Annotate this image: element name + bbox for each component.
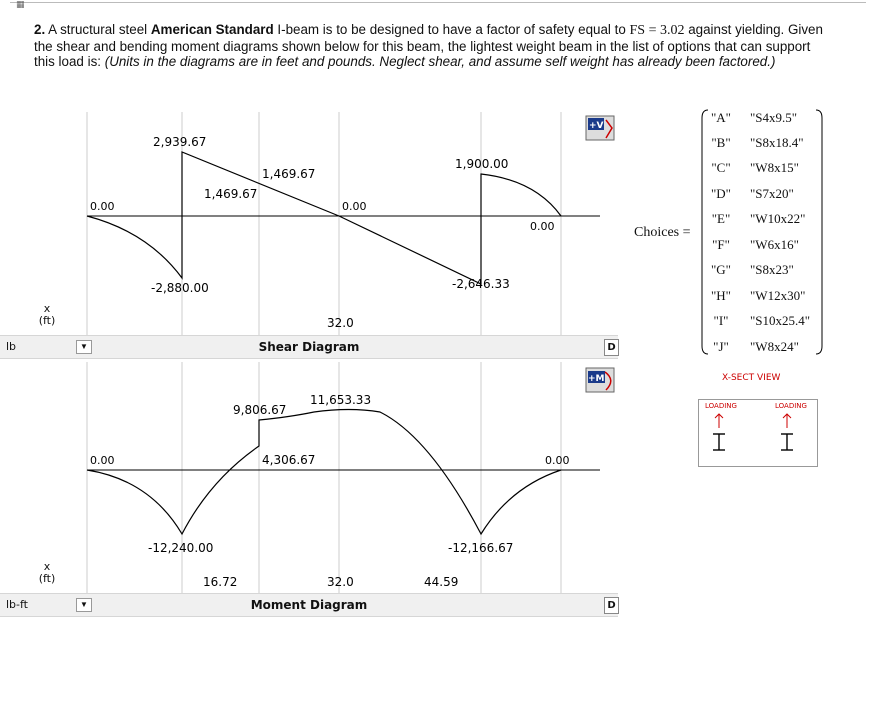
- choice-value: "S8x23": [750, 262, 794, 277]
- shear-label-neg1: -2,880.00: [151, 281, 209, 295]
- shear-curve: [87, 152, 561, 284]
- ibeam-icons: [699, 410, 817, 464]
- shear-label-peak2: 1,900.00: [455, 157, 509, 171]
- choice-value: "S8x18.4": [750, 135, 804, 150]
- shear-label-mid2: 1,469.67: [262, 167, 316, 181]
- choice-key: "F": [712, 237, 730, 252]
- shear-x-tick: 32.0: [327, 316, 354, 330]
- top-rule: [10, 2, 866, 3]
- moment-x-axis-label-text: x (ft): [38, 560, 56, 585]
- moment-x-axis-label: [32, 561, 62, 585]
- problem-text-3: against yielding. Given the shear and bending moment diagrams shown below for this beam, the lightest weight beam in the list of options that can support this load is:: [34, 22, 823, 69]
- problem-statement: [34, 22, 834, 70]
- moment-d-button[interactable]: D: [604, 597, 619, 614]
- choice-value: "S4x9.5": [750, 110, 798, 125]
- moment-x-tick-2: 32.0: [327, 575, 354, 589]
- choice-key: "E": [711, 211, 731, 226]
- moment-label-jump-top: 9,806.67: [233, 403, 287, 417]
- problem-note: (Units in the diagrams are in feet and pounds. Neglect shear, and assume self weight has already been factored.): [104, 54, 776, 69]
- problem-number: 2.: [34, 22, 46, 37]
- choice-value: "W10x22": [750, 211, 806, 226]
- choice-key: "J": [713, 339, 729, 354]
- moment-label-min1: -12,240.00: [148, 541, 214, 555]
- shear-v-button-label: +V: [589, 121, 604, 131]
- shear-x-axis-label: [32, 303, 62, 327]
- shear-d-button[interactable]: D: [604, 339, 619, 356]
- moment-label-jump-bot: 4,306.67: [262, 453, 316, 467]
- problem-text-1: A structural steel: [48, 22, 148, 37]
- shear-label-zero-mid: 0.00: [342, 200, 367, 213]
- right-bracket: [816, 110, 822, 354]
- ibeam-right-icon: [781, 414, 793, 450]
- shear-label-left: 0.00: [90, 200, 115, 213]
- choice-value: "W6x16": [750, 237, 799, 252]
- choice-value: "W8x24": [750, 339, 799, 354]
- choice-value: "W8x15": [750, 160, 799, 175]
- choice-value: "W12x30": [750, 288, 806, 303]
- page-corner-icon: ▦: [16, 0, 25, 10]
- moment-label-left: 0.00: [90, 454, 115, 467]
- moment-label-max: 11,653.33: [310, 393, 372, 407]
- choice-key: "B": [711, 135, 731, 150]
- cross-section-view: [698, 399, 818, 467]
- choice-key: "A": [710, 110, 731, 125]
- choice-key: "G": [710, 262, 731, 277]
- choice-key: "D": [710, 186, 731, 201]
- shear-x-axis-label-text: x (ft): [38, 302, 56, 327]
- moment-curve: [87, 410, 561, 535]
- cross-section-title: X-SECT VIEW: [722, 373, 781, 383]
- choices-label: Choices =: [634, 225, 691, 240]
- shear-diagram-plot: [0, 112, 620, 338]
- moment-control-bar: [0, 593, 618, 617]
- choice-value: "S7x20": [750, 186, 794, 201]
- factor-of-safety: FS = 3.02: [629, 23, 685, 38]
- shear-v-button[interactable]: [586, 116, 614, 140]
- chevron-down-icon: ▼: [80, 600, 88, 609]
- shear-label-peak1: 2,939.67: [153, 135, 207, 149]
- ibeam-left-icon: [713, 414, 725, 450]
- shear-diagram-title: Shear Diagram: [258, 340, 360, 354]
- shear-unit-label: lb: [6, 340, 17, 353]
- moment-unit-label: lb-ft: [6, 598, 28, 611]
- moment-m-button[interactable]: [586, 368, 614, 392]
- shear-control-bar: [0, 335, 618, 359]
- shear-label-neg2: -2,646.33: [452, 277, 510, 291]
- shear-label-mid1: 1,469.67: [204, 187, 258, 201]
- moment-diagram-plot: [0, 362, 620, 594]
- problem-text-2: I-beam is to be designed to have a factor of safety equal to: [277, 22, 626, 37]
- shear-label-right: 0.00: [530, 220, 555, 233]
- moment-label-right: 0.00: [545, 454, 570, 467]
- moment-diagram-title: Moment Diagram: [250, 598, 368, 612]
- loading-label-right: LOADING: [775, 402, 807, 410]
- choice-key: "C": [711, 160, 731, 175]
- choice-value: "S10x25.4": [750, 313, 811, 328]
- moment-label-min2: -12,166.67: [448, 541, 514, 555]
- moment-x-tick-1: 16.72: [203, 575, 238, 589]
- moment-m-button-label: +M: [588, 374, 605, 384]
- choice-key: "H": [710, 288, 731, 303]
- chevron-down-icon: ▼: [80, 342, 88, 351]
- choice-key: "I": [713, 313, 729, 328]
- loading-label-left: LOADING: [705, 402, 737, 410]
- problem-bold-1: American Standard: [150, 22, 274, 37]
- moment-x-tick-3: 44.59: [424, 575, 459, 589]
